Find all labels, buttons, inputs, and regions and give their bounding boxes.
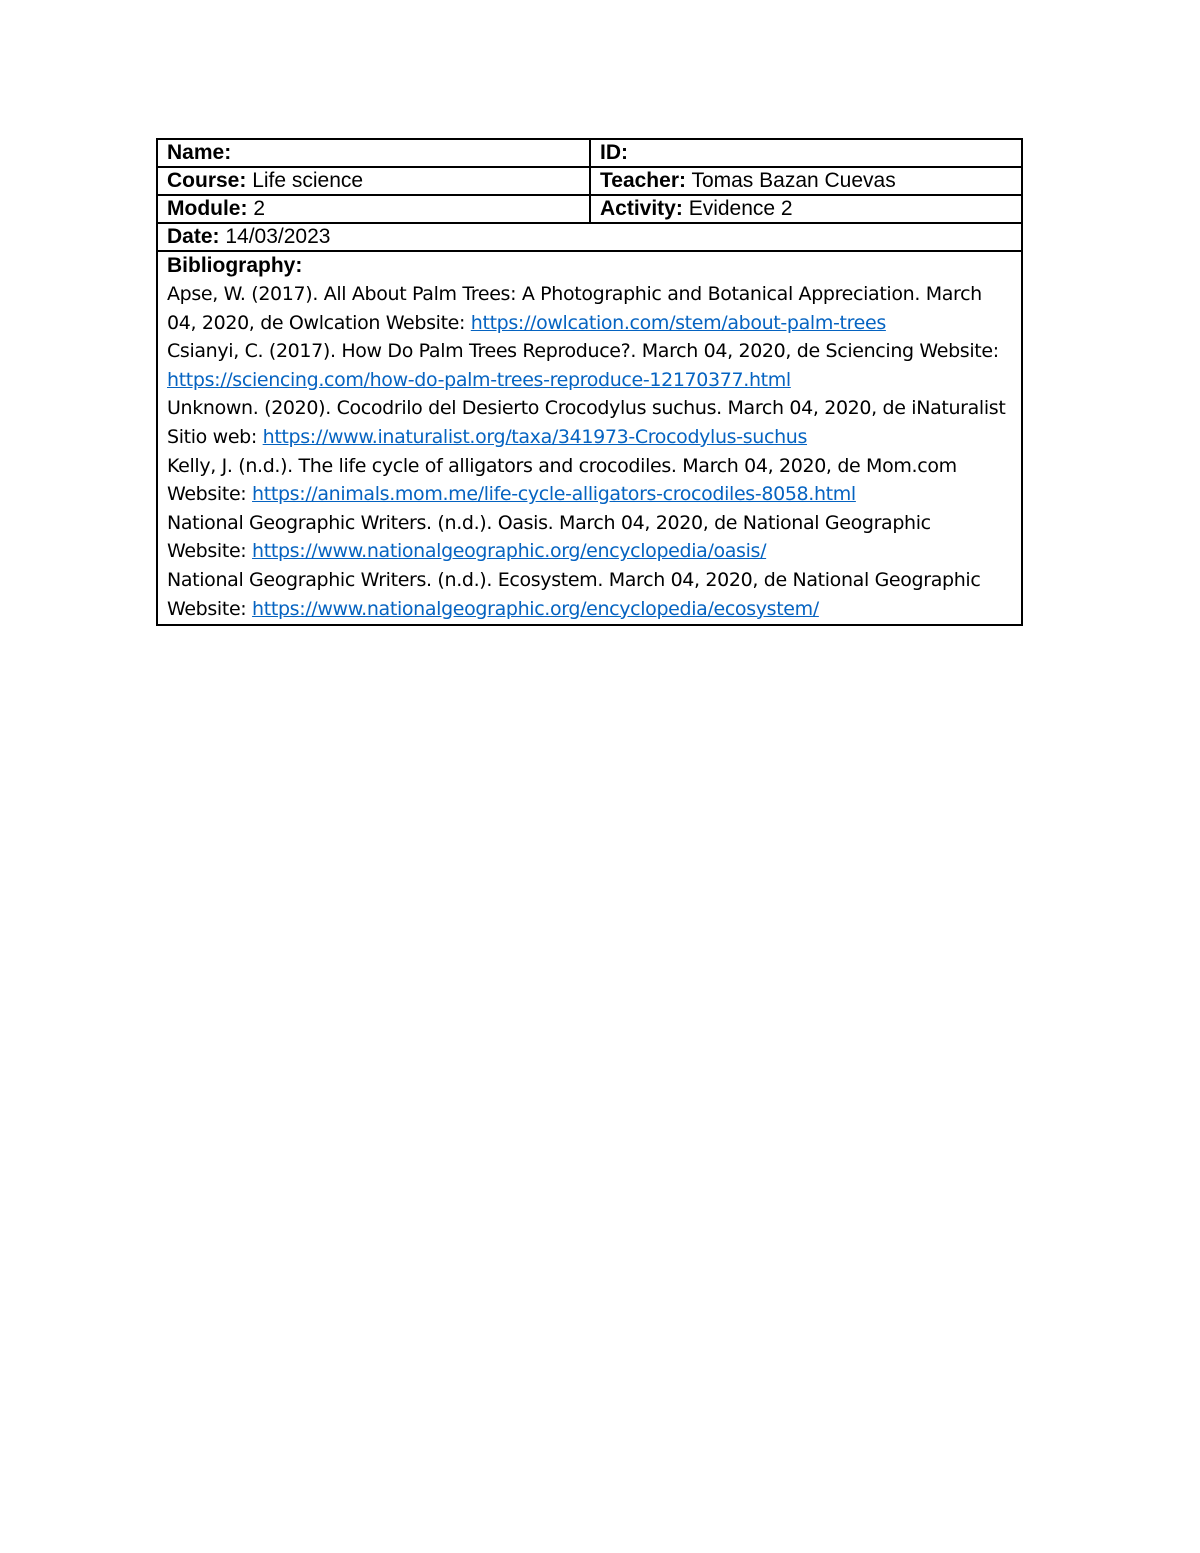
name-cell bbox=[158, 140, 591, 166]
bibliography-section bbox=[158, 252, 1021, 624]
activity-value: Evidence 2 bbox=[688, 197, 793, 220]
assignment-header-table bbox=[156, 138, 1023, 626]
bibliography-entry bbox=[167, 394, 1013, 451]
id-label: ID: bbox=[600, 141, 628, 164]
date-cell bbox=[158, 224, 1021, 250]
course-label: Course: bbox=[167, 169, 247, 192]
entry-citation: Apse, W. (2017). All About Palm Trees: A Photographic and Botanical Appreciation. March 04, 2020, de Owlcation Website: bbox=[167, 283, 982, 334]
date-value: 14/03/2023 bbox=[225, 225, 331, 248]
bibliography-list bbox=[167, 280, 1013, 624]
date-label: Date: bbox=[167, 225, 220, 248]
entry-citation: National Geographic Writers. (n.d.). Oasis. March 04, 2020, de National Geographic Website: bbox=[167, 511, 931, 563]
course-cell bbox=[158, 168, 591, 194]
bibliography-heading: Bibliography: bbox=[167, 254, 303, 277]
bibliography-entry bbox=[167, 566, 1013, 623]
entry-citation: Kelly, J. (n.d.). The life cycle of alligators and crocodiles. March 04, 2020, de Mom.com Website: bbox=[167, 454, 957, 506]
entry-link[interactable]: https://sciencing.com/how-do-palm-trees-reproduce-12170377.html bbox=[167, 368, 791, 391]
date-row bbox=[158, 224, 1021, 252]
course-value: Life science bbox=[252, 169, 364, 192]
module-value: 2 bbox=[253, 197, 266, 220]
entry-link[interactable]: https://animals.mom.me/life-cycle-alligators-crocodiles-8058.html bbox=[252, 483, 856, 506]
activity-label: Activity: bbox=[600, 197, 683, 220]
id-cell bbox=[591, 140, 1021, 166]
entry-link[interactable]: https://www.inaturalist.org/taxa/341973-Crocodylus-suchus bbox=[262, 425, 808, 448]
activity-cell bbox=[591, 196, 1021, 222]
entry-link[interactable]: https://www.nationalgeographic.org/encyclopedia/oasis/ bbox=[252, 540, 767, 563]
bibliography-entry bbox=[167, 452, 1013, 509]
module-cell bbox=[158, 196, 591, 222]
teacher-label: Teacher: bbox=[600, 169, 686, 192]
course-teacher-row bbox=[158, 168, 1021, 196]
bibliography-entry bbox=[167, 509, 1013, 566]
teacher-value: Tomas Bazan Cuevas bbox=[691, 169, 896, 192]
name-id-row bbox=[158, 140, 1021, 168]
entry-link[interactable]: https://www.nationalgeographic.org/encyclopedia/ecosystem/ bbox=[252, 597, 819, 620]
teacher-cell bbox=[591, 168, 1021, 194]
name-label: Name: bbox=[167, 141, 232, 164]
entry-citation: Csianyi, C. (2017). How Do Palm Trees Reproduce?. March 04, 2020, de Sciencing Website: bbox=[167, 340, 999, 363]
entry-citation: Unknown. (2020). Cocodrilo del Desierto Crocodylus suchus. March 04, 2020, de iNaturalist Sitio web: bbox=[167, 397, 1006, 448]
bibliography-entry bbox=[167, 337, 1013, 394]
module-activity-row bbox=[158, 196, 1021, 224]
module-label: Module: bbox=[167, 197, 248, 220]
bibliography-entry bbox=[167, 280, 1013, 337]
entry-link[interactable]: https://owlcation.com/stem/about-palm-trees bbox=[470, 311, 886, 334]
entry-citation: National Geographic Writers. (n.d.). Ecosystem. March 04, 2020, de National Geographic Website: bbox=[167, 568, 981, 620]
